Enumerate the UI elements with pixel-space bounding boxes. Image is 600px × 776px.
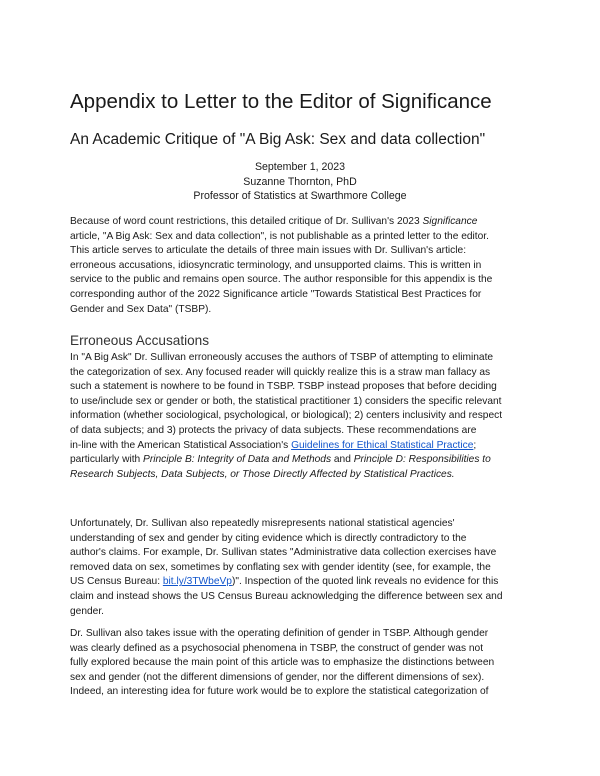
author-affiliation: Professor of Statistics at Swarthmore College <box>193 190 407 202</box>
section-heading-erroneous-accusations: Erroneous Accusations <box>70 333 210 348</box>
document-meta <box>70 160 530 204</box>
journal-name: Significance <box>422 216 478 227</box>
census-bureau-link[interactable]: bit.ly/3TWbeVp <box>162 576 232 588</box>
document-subtitle: An Academic Critique of "A Big Ask: Sex and data collection" <box>70 131 486 148</box>
publication-date: September 1, 2023 <box>254 161 346 173</box>
paragraph-1: In "A Big Ask" Dr. Sullivan erroneously accuses the authors of TSBP of attempting to eliminate the categorization of sex. Any focused reader will quickly realize this is a straw man fallacy as such a statement is nowhere to be found in TSBP. TSBP instead proposes that before deciding to use/include sex or gender or both, the statistical practitioner 1) considers the specific relevant information (whether sociological, psychological, or biological); 2) centers inclusivity and respect of data subjects; and 3) protects the privacy of data subjects. These recommendations are in-line with the American Statistical Association's Guidelines for Ethical Statistical Practice; particularly with Principle B: Integrity of Data and Methods and Principle D: Responsibilities to Research Subjects, Data Subjects, or Those Directly Affected by Statistical Practices. <box>70 352 503 480</box>
paragraph-3: Dr. Sullivan also takes issue with the operating definition of gender in TSBP. Although gender was clearly defined as a psychosocial phenomena in TSBP, the construct of gender was not fully explored because the main point of this article was to emphasize the distinctions between sex and gender (not the different dimensions of gender, nor the different dimensions of sex). Indeed, an interesting idea for future work would be to explore the statistical categorization of <box>70 628 495 698</box>
document-title: Appendix to Letter to the Editor of Significance <box>70 90 492 113</box>
author-name: Suzanne Thornton, PhD <box>243 175 357 188</box>
asa-guidelines-link[interactable]: Guidelines for Ethical Statistical Practice <box>291 439 474 451</box>
intro-paragraph: Because of word count restrictions, this detailed critique of Dr. Sullivan's 2023 Significance article, "A Big Ask: Sex and data collection", is not publishable as a printed letter to the editor. This article serves to articulate the details of three main issues with Dr. Sullivan's article: erroneous accusations, idiosyncratic terminology, and unsupported claims. This is written in service to the public and remains open source. The author responsible for this appendix is the corresponding author of the 2022 Significance article "Towards Statistical Best Practices for Gender and Sex Data" (TSBP). <box>70 216 493 315</box>
paragraph-2: Unfortunately, Dr. Sullivan also repeatedly misrepresents national statistical agencies' understanding of sex and gender by citing evidence which is directly contradictory to the author's claims. For example, Dr. Sullivan states "Administrative data collection exercises have removed data on sex, sometimes by conflating sex with gender identity (see, for example, the US Census Bureau: bit.ly/3TWbeVp)". Inspection of the quoted link reveals no evidence for this claim and instead shows the US Census Bureau acknowledging the difference between sex and gender. <box>70 518 503 617</box>
